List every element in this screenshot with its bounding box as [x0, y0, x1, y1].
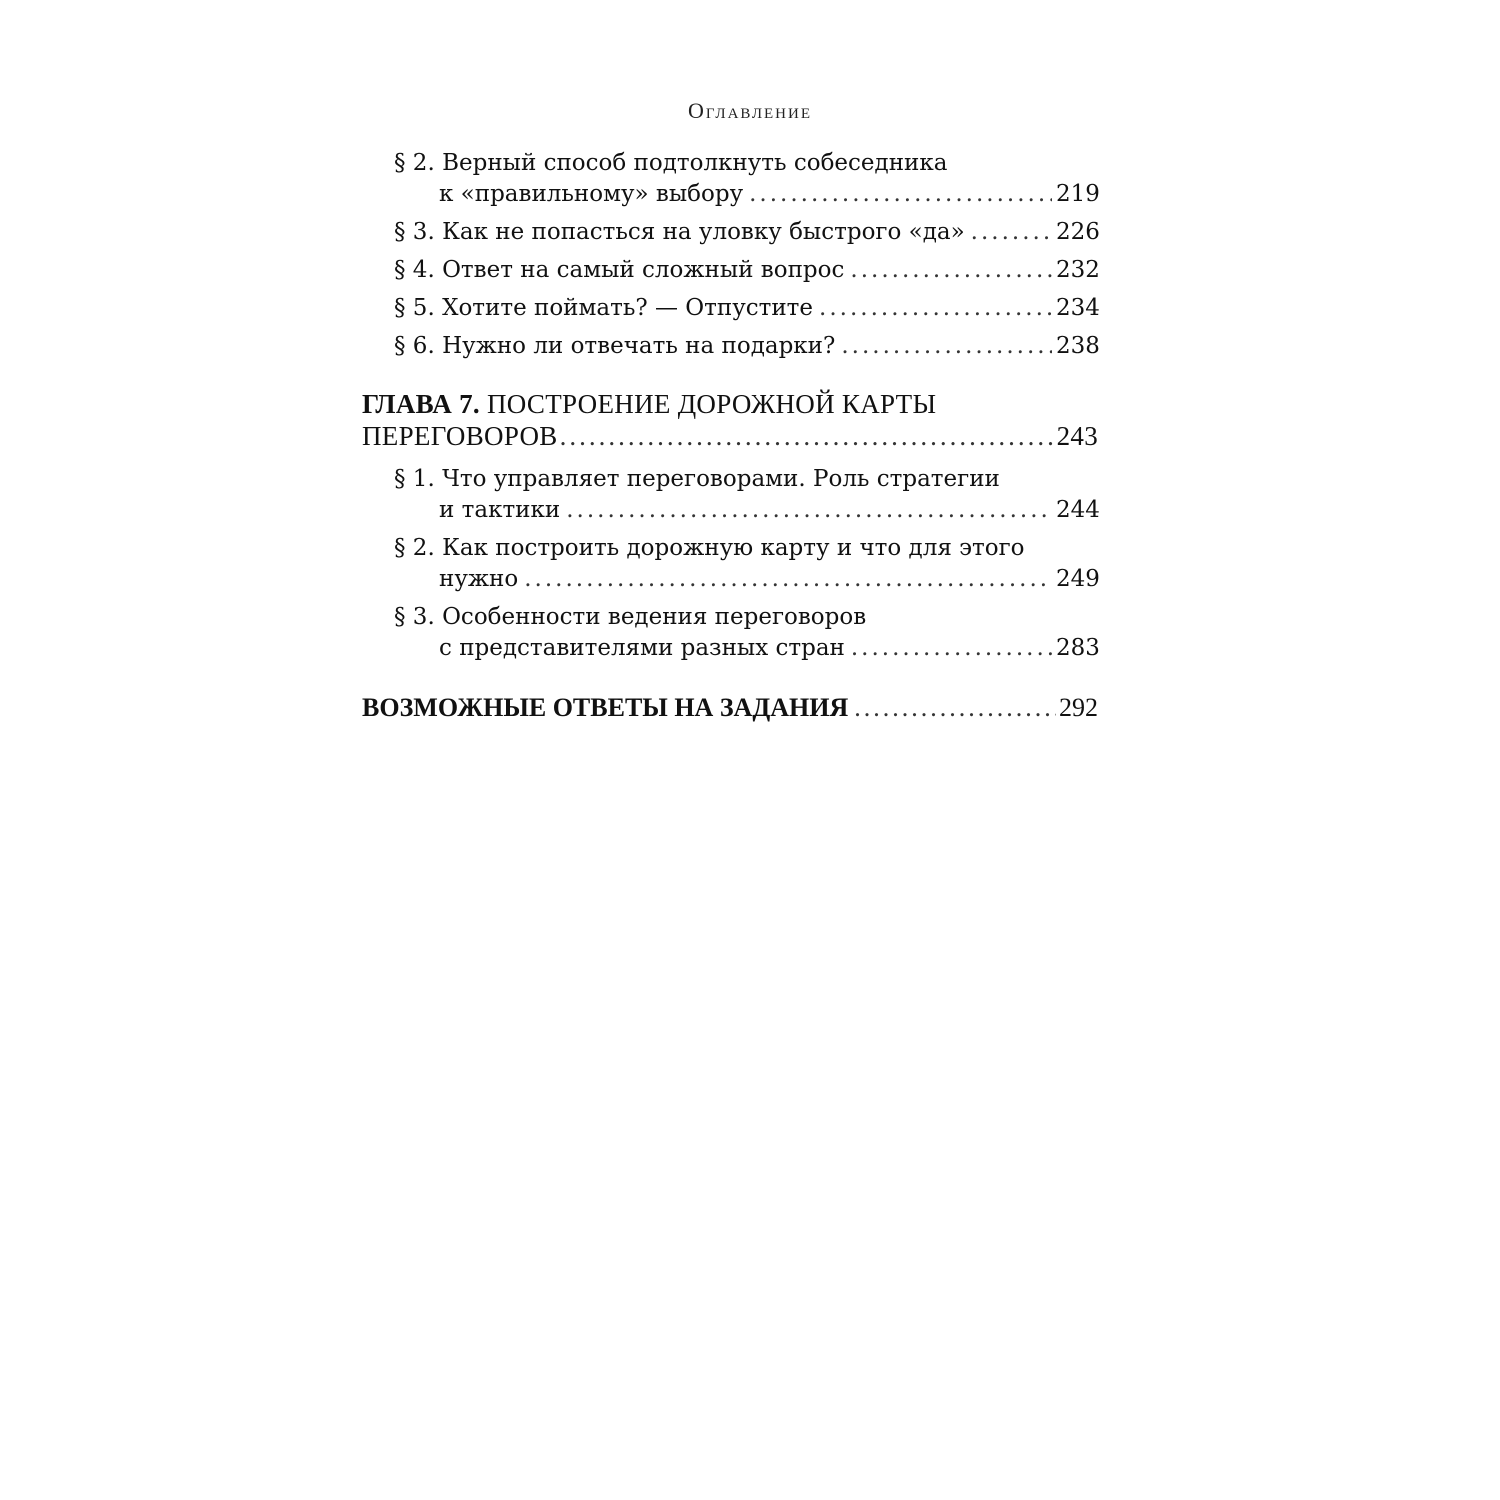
toc-line	[362, 420, 1098, 452]
toc-entry-section[interactable]	[362, 217, 1098, 248]
table-of-contents	[362, 148, 1098, 724]
section-number: § 5.	[394, 295, 435, 321]
page-number: 219	[1056, 181, 1100, 207]
section-title-line2: к «правильному» выбору	[439, 181, 744, 207]
toc-entry-text	[394, 293, 813, 324]
page-number: 292	[1059, 693, 1098, 722]
section-title-line1: Как построить дорожную карту и что для этого	[442, 535, 1025, 561]
section-number: § 6.	[394, 333, 435, 359]
toc-line	[394, 495, 1098, 526]
dot-leader	[749, 179, 1052, 210]
toc-entry-text	[394, 602, 1098, 633]
toc-line	[394, 331, 1098, 362]
toc-entry-text	[394, 464, 1098, 495]
section-title-line2: и тактики	[439, 497, 561, 523]
section-number: § 1.	[394, 466, 435, 492]
section-number: § 3.	[394, 219, 435, 245]
toc-entry-section[interactable]	[362, 602, 1098, 664]
toc-line	[394, 293, 1098, 324]
chapter-label: ГЛАВА 7.	[362, 389, 480, 419]
section-title-line1: Верный способ подтолкнуть собеседника	[442, 150, 948, 176]
page-number: 238	[1056, 333, 1100, 359]
toc-line	[394, 633, 1098, 664]
dot-leader	[971, 217, 1052, 248]
chapter-title-line1: ПОСТРОЕНИЕ ДОРОЖНОЙ КАРТЫ	[487, 389, 937, 419]
toc-entry-section[interactable]	[362, 331, 1098, 362]
toc-entry-text	[394, 255, 844, 286]
toc-entry-section[interactable]	[362, 293, 1098, 324]
dot-leader	[850, 255, 1052, 286]
dot-leader	[851, 633, 1052, 664]
section-title-line2: нужно	[439, 566, 519, 592]
toc-entry-text	[394, 533, 1098, 564]
section-title: Как не попасться на уловку быстрого «да»	[442, 219, 965, 245]
section-number: § 3.	[394, 604, 435, 630]
section-title: Нужно ли отвечать на подарки?	[442, 333, 836, 359]
section-title-line1: Особенности ведения переговоров	[442, 604, 867, 630]
page-number: 249	[1056, 566, 1100, 592]
section-title-line1: Что управляет переговорами. Роль стратегии	[442, 466, 1000, 492]
toc-entry-text	[394, 331, 835, 362]
toc-line	[362, 692, 1098, 724]
dot-leader	[854, 692, 1056, 724]
dot-leader	[560, 420, 1054, 452]
dot-leader	[524, 564, 1052, 595]
toc-entry-section[interactable]	[362, 148, 1098, 210]
page-number: 226	[1056, 219, 1100, 245]
section-title: Ответ на самый сложный вопрос	[442, 257, 845, 283]
section-title: Хотите поймать? — Отпустите	[442, 295, 814, 321]
running-head: Оглавление	[687, 98, 813, 123]
page-number: 244	[1056, 497, 1100, 523]
toc-line	[394, 179, 1098, 210]
toc-entry-appendix[interactable]	[362, 692, 1098, 724]
section-number: § 2.	[394, 535, 435, 561]
toc-entry-text	[394, 217, 965, 248]
toc-entry-section[interactable]	[362, 464, 1098, 526]
dot-leader	[566, 495, 1052, 526]
page-number: 283	[1056, 635, 1100, 661]
dot-leader	[819, 293, 1052, 324]
page-number: 243	[1056, 421, 1098, 451]
toc-line	[394, 255, 1098, 286]
chapter-title-line2: ПЕРЕГОВОРОВ	[362, 421, 558, 451]
toc-entry-section[interactable]	[362, 533, 1098, 595]
page-number: 234	[1056, 295, 1100, 321]
toc-line	[394, 217, 1098, 248]
toc-entry-section[interactable]	[362, 255, 1098, 286]
dot-leader	[841, 331, 1052, 362]
page-number: 232	[1056, 257, 1100, 283]
section-number: § 4.	[394, 257, 435, 283]
chapter-heading-line1	[362, 388, 1098, 420]
toc-entry-chapter[interactable]	[362, 388, 1098, 452]
section-title-line2: с представителями разных стран	[439, 635, 845, 661]
toc-line	[394, 564, 1098, 595]
toc-entry-text	[394, 148, 1098, 179]
appendix-title: ВОЗМОЖНЫЕ ОТВЕТЫ НА ЗАДАНИЯ	[362, 693, 849, 722]
section-number: § 2.	[394, 150, 435, 176]
